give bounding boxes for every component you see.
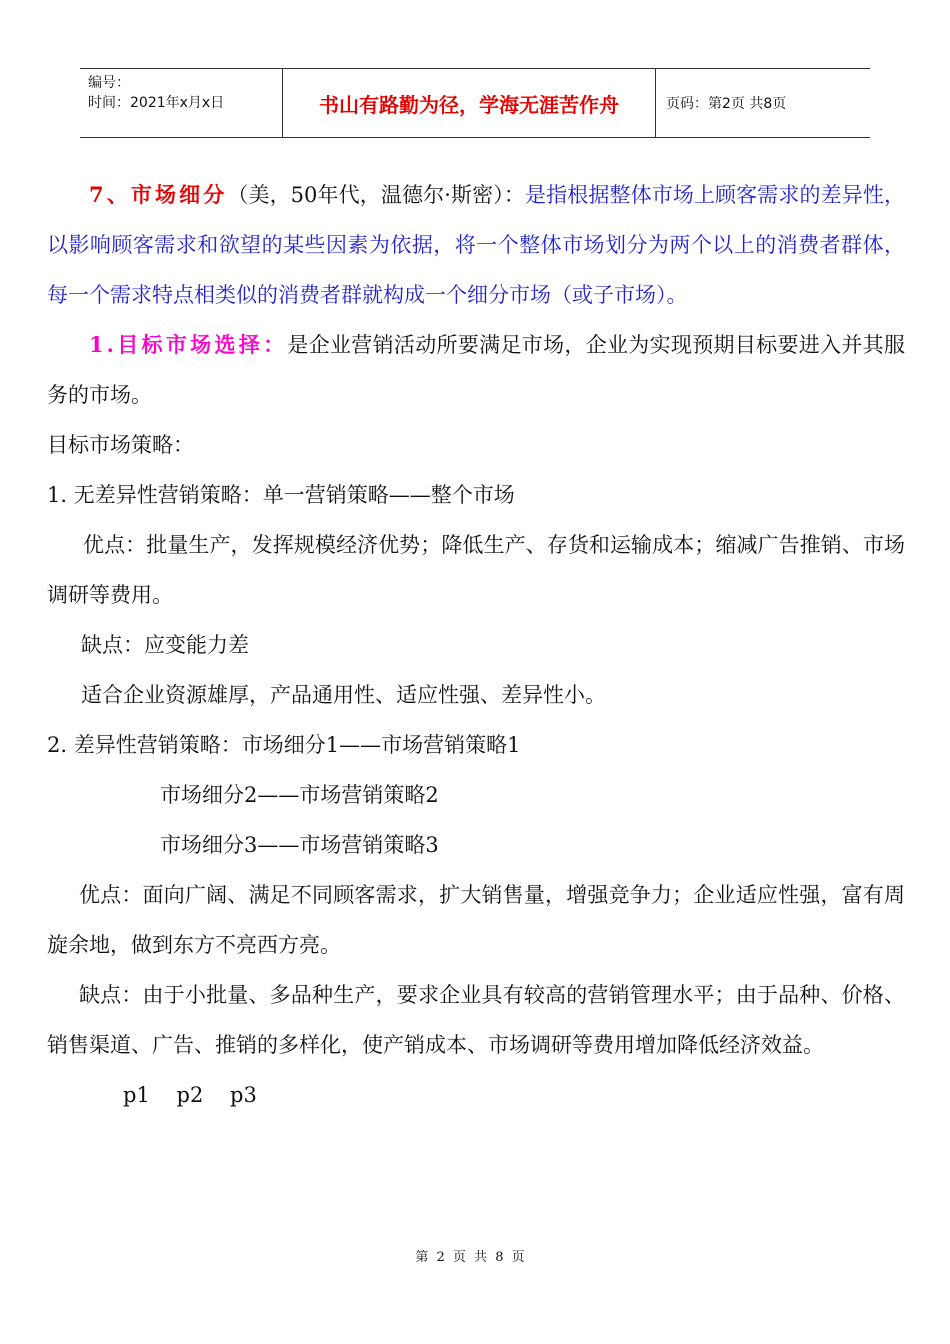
target-market-definition: 是企业营销活动所要满足市场，企业为实现预期目标要进入并其服务的市场。 [47,333,905,407]
footer-page-number: 第 2 页 共 8 页 [415,1250,527,1265]
p-labels: p1 p2 p3 [123,1083,257,1107]
strategy-2-line-3: 市场细分3——市场营销策略3 [160,833,439,857]
strategy-2-title: 2. 差异性营销策略：市场细分1——市场营销策略1 [47,733,521,757]
header-time: 时间：2021年x月x日 [88,95,225,111]
header-motto: 书山有路勤为径，学海无涯苦作舟 [283,69,656,137]
strategy-1-pros: 优点：批量生产，发挥规模经济优势；降低生产、存货和运输成本；缩减广告推销、市场调研等费用。 [47,533,905,607]
market-segmentation-note: （美，50年代，温德尔·斯密）： [227,183,525,207]
header-page-info: 页码：第2页 共8页 [666,96,787,112]
target-market-paragraph [47,320,905,420]
document-body [47,170,905,1120]
target-market-heading: 1.目标市场选择： [89,332,288,357]
page-footer [0,1246,950,1265]
strategy-title: 目标市场策略： [47,433,194,457]
header-meta [80,69,283,137]
strategy-1-fit: 适合企业资源雄厚，产品通用性、适应性强、差异性小。 [81,683,606,707]
strategy-2-cons: 缺点：由于小批量、多品种生产，要求企业具有较高的营销管理水平；由于品种、价格、销售渠道、广告、推销的多样化，使产销成本、市场调研等费用增加降低经济效益。 [47,983,905,1057]
market-segmentation-paragraph [47,170,905,320]
header-number: 编号： [88,75,130,91]
market-segmentation-heading: 7、市场细分 [89,182,228,207]
strategy-1-title: 1. 无差异性营销策略：单一营销策略——整个市场 [47,483,515,507]
page-header [80,68,870,138]
strategy-1-cons: 缺点：应变能力差 [81,633,249,657]
strategy-2-pros: 优点：面向广阔、满足不同顾客需求，扩大销售量，增强竞争力；企业适应性强，富有周旋余地，做到东方不亮西方亮。 [47,883,905,957]
strategy-2-line-2: 市场细分2——市场营销策略2 [160,783,439,807]
market-segmentation-definition: 是指根据整体市场上顾客需求的差异性，以影响顾客需求和欲望的某些因素为依据，将一个整体市场划分为两个以上的消费者群体，每一个需求特点相类似的消费者群就构成一个细分市场（或子市场）。 [47,183,905,307]
